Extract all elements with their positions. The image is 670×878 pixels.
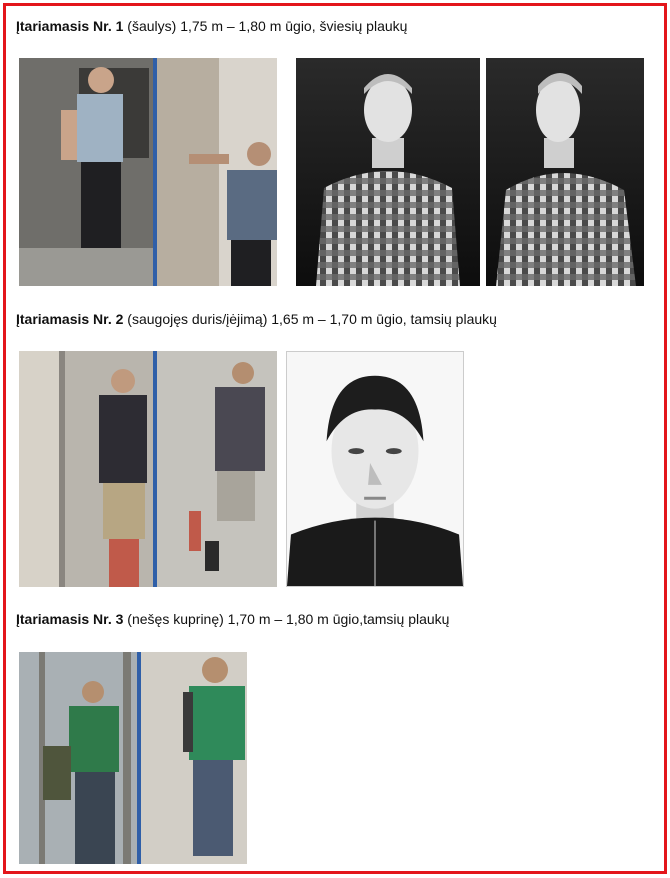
suspect-1-cctv-photo xyxy=(19,58,277,286)
suspect-1-identikit-front xyxy=(296,58,480,286)
suspect-2-caption xyxy=(16,311,497,327)
suspect-2-identikit xyxy=(286,351,464,587)
suspect-1-label: Įtariamasis Nr. 1 xyxy=(16,18,124,34)
suspect-2-label: Įtariamasis Nr. 2 xyxy=(16,311,124,327)
suspect-3-description: (nešęs kuprinę) 1,70 m – 1,80 m ūgio,tamsių plaukų xyxy=(127,611,450,627)
suspect-3-caption xyxy=(16,611,449,627)
suspect-2-description: (saugojęs duris/įėjimą) 1,65 m – 1,70 m ūgio, tamsių plaukų xyxy=(127,311,497,327)
suspect-1-description: (šaulys) 1,75 m – 1,80 m ūgio, šviesių plaukų xyxy=(127,18,408,34)
suspect-1-caption xyxy=(16,18,407,34)
suspect-2-cctv-photo xyxy=(19,351,277,587)
suspect-3-label: Įtariamasis Nr. 3 xyxy=(16,611,124,627)
suspect-3-cctv-photo xyxy=(19,652,247,864)
suspect-1-identikit-side xyxy=(486,58,644,286)
